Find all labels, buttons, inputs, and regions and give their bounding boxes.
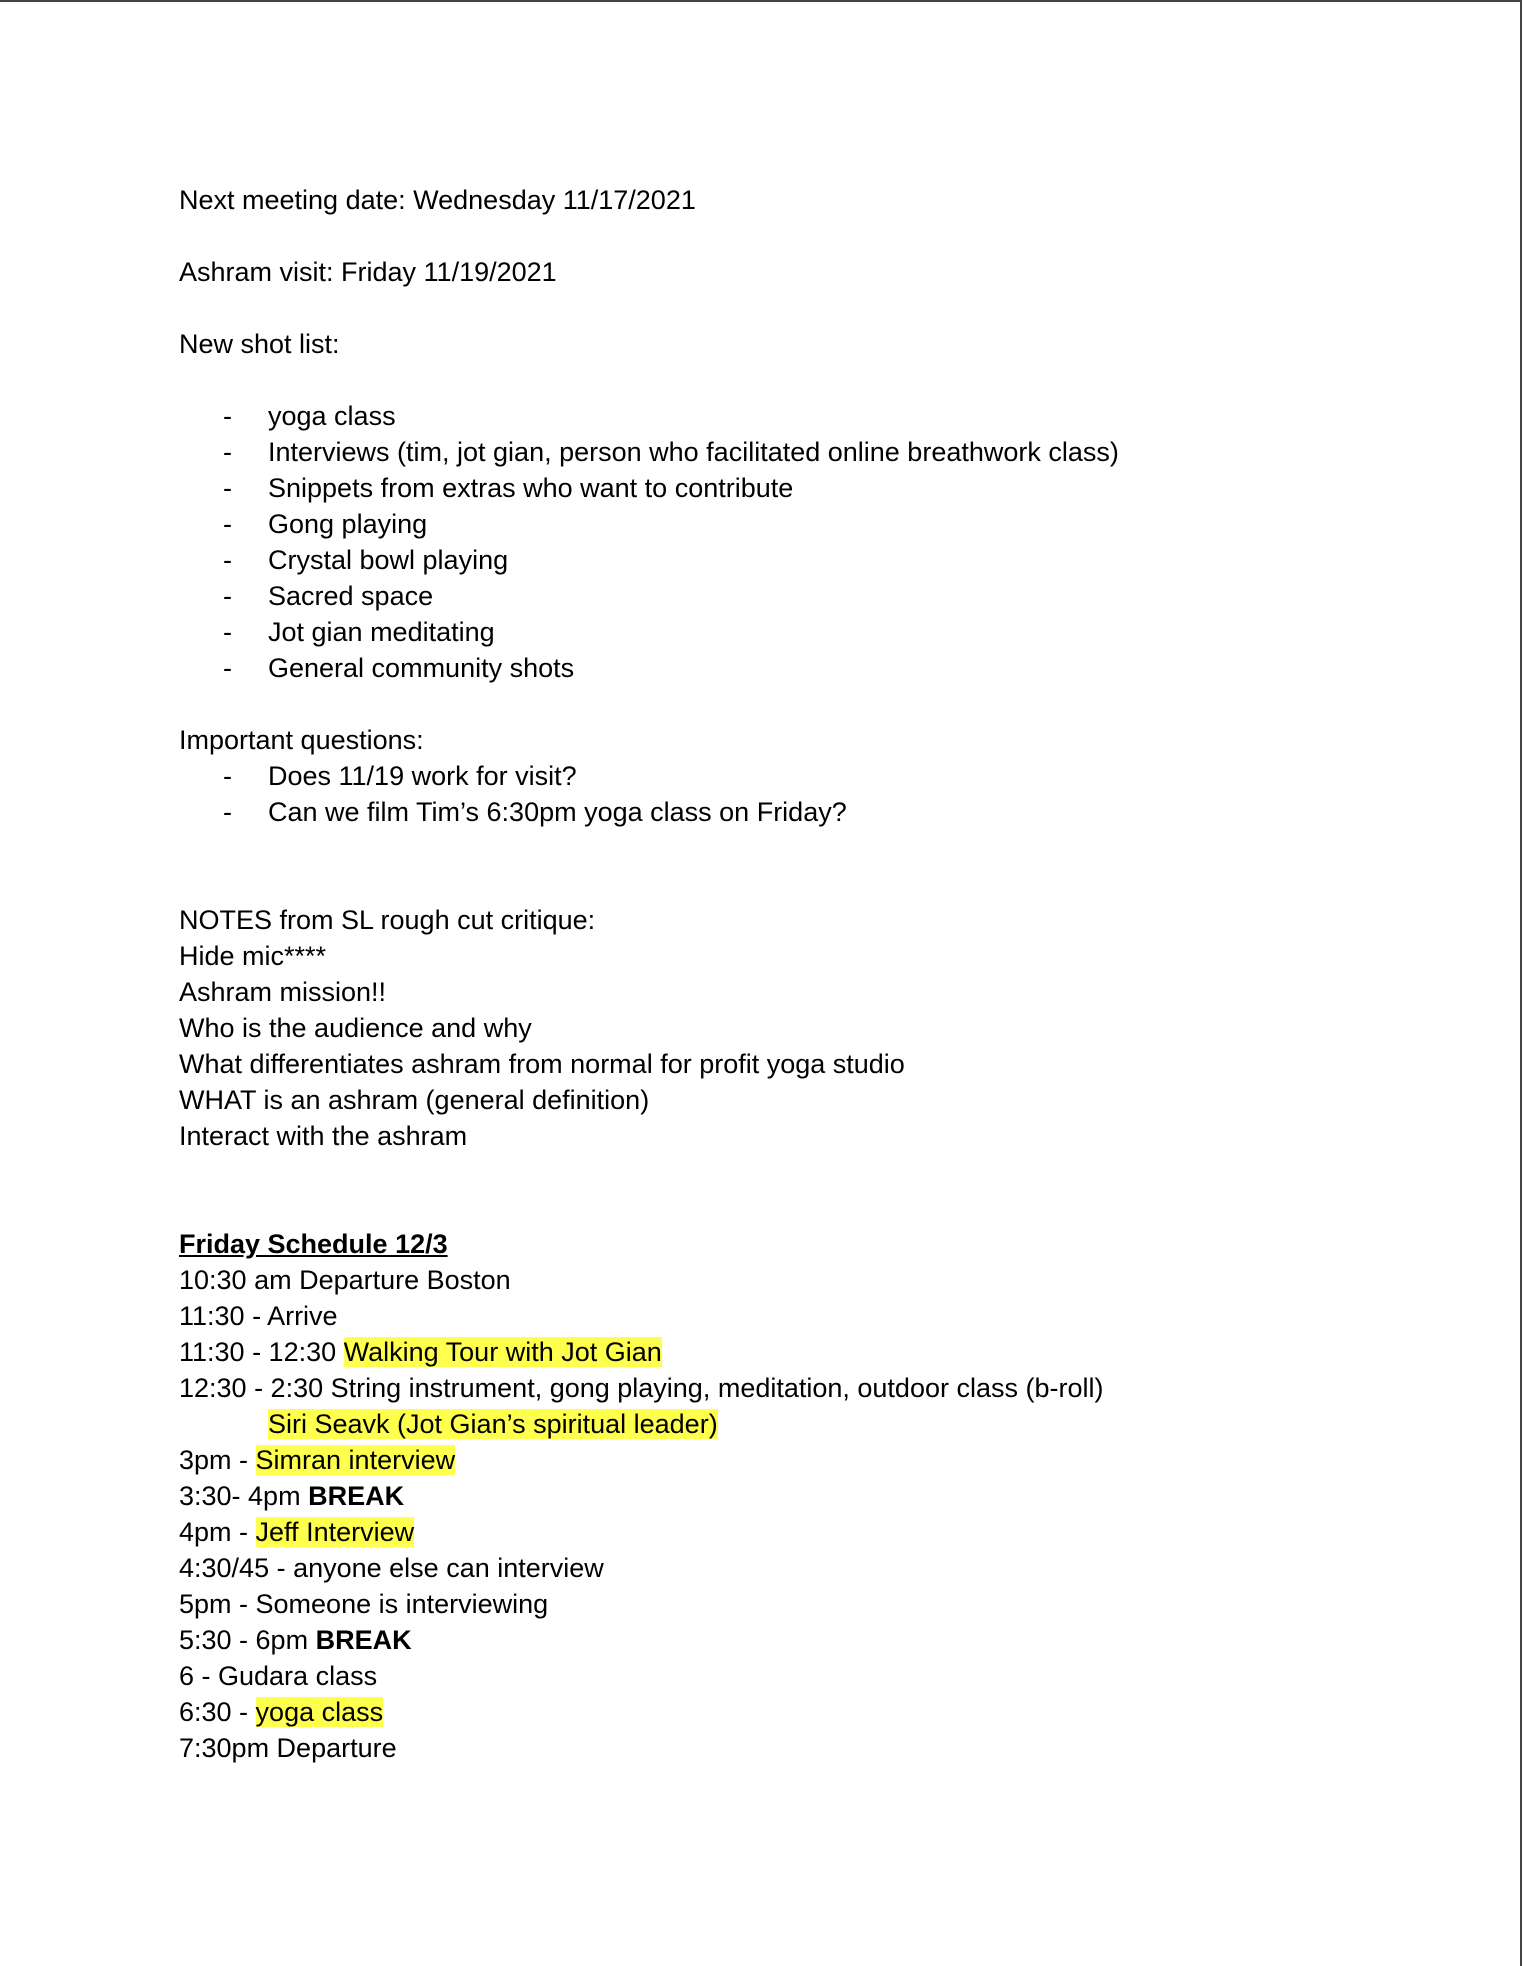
list-item-text: General community shots: [268, 653, 575, 683]
schedule-row: [179, 1550, 1429, 1586]
list-item-text: Sacred space: [268, 581, 434, 611]
schedule-row: [179, 1514, 1429, 1550]
list-item-text: Can we film Tim’s 6:30pm yoga class on Friday?: [268, 797, 847, 827]
schedule-row: [179, 1298, 1429, 1334]
schedule-highlight: Walking Tour with Jot Gian: [343, 1337, 662, 1367]
schedule-time: 3:30- 4pm: [179, 1481, 309, 1511]
schedule-row: [179, 1406, 1429, 1442]
list-dash: -: [223, 437, 232, 467]
list-dash: -: [223, 653, 232, 683]
list-dash: -: [223, 761, 232, 791]
list-dash: -: [223, 581, 232, 611]
list-item-text: Interviews (tim, jot gian, person who facilitated online breathwork class): [268, 437, 1119, 467]
schedule-time: 6 - Gudara class: [179, 1661, 378, 1691]
list-item-text: Jot gian meditating: [268, 617, 495, 647]
schedule-time: 6:30 -: [179, 1697, 256, 1727]
document-body: [179, 182, 1429, 1766]
list-dash: -: [223, 401, 232, 431]
schedule-time: 4:30/45 - anyone else can interview: [179, 1553, 604, 1583]
schedule-row: [179, 1370, 1429, 1406]
schedule-time: 4pm -: [179, 1517, 256, 1547]
list-item: [179, 434, 1429, 470]
schedule-break: BREAK: [308, 1481, 405, 1511]
schedule-row: [179, 1478, 1429, 1514]
schedule-time: 11:30 - Arrive: [179, 1301, 338, 1331]
list-dash: -: [223, 545, 232, 575]
list-item: [179, 758, 1429, 794]
questions-title: Important questions:: [179, 725, 424, 755]
note-line: Hide mic****: [179, 941, 327, 971]
next-meeting-line: Next meeting date: Wednesday 11/17/2021: [179, 185, 696, 215]
list-item: [179, 398, 1429, 434]
list-item: [179, 578, 1429, 614]
list-dash: -: [223, 797, 232, 827]
schedule-time: 7:30pm Departure: [179, 1733, 397, 1763]
shot-list: [179, 398, 1429, 686]
schedule-time: 5:30 - 6pm: [179, 1625, 316, 1655]
schedule-time: 5pm - Someone is interviewing: [179, 1589, 549, 1619]
shot-list-title: New shot list:: [179, 329, 340, 359]
schedule-row: [179, 1658, 1429, 1694]
schedule-row: [179, 1586, 1429, 1622]
list-item-text: Snippets from extras who want to contribute: [268, 473, 794, 503]
questions-list: [179, 758, 1429, 830]
list-item: [179, 506, 1429, 542]
schedule-time: 11:30 - 12:30: [179, 1337, 344, 1367]
note-line: Interact with the ashram: [179, 1121, 468, 1151]
schedule-row: [179, 1334, 1429, 1370]
schedule-break: BREAK: [315, 1625, 412, 1655]
schedule-highlight: yoga class: [255, 1697, 384, 1727]
schedule-time: 3pm -: [179, 1445, 256, 1475]
list-item: [179, 470, 1429, 506]
schedule-row: [179, 1730, 1429, 1766]
list-item-text: Gong playing: [268, 509, 428, 539]
note-line: WHAT is an ashram (general definition): [179, 1085, 650, 1115]
schedule-row: [179, 1694, 1429, 1730]
note-line: What differentiates ashram from normal for profit yoga studio: [179, 1049, 905, 1079]
notes-title: NOTES from SL rough cut critique:: [179, 905, 596, 935]
schedule-time: 12:30 - 2:30 String instrument, gong playing, meditation, outdoor class (b-roll): [179, 1373, 1104, 1403]
schedule-row: [179, 1262, 1429, 1298]
schedule-row: [179, 1622, 1429, 1658]
schedule-title: Friday Schedule 12/3: [179, 1229, 448, 1259]
list-dash: -: [223, 473, 232, 503]
list-item: [179, 794, 1429, 830]
list-item-text: Does 11/19 work for visit?: [268, 761, 577, 791]
list-dash: -: [223, 509, 232, 539]
list-item-text: yoga class: [268, 401, 396, 431]
list-item: [179, 542, 1429, 578]
list-dash: -: [223, 617, 232, 647]
ashram-visit-line: Ashram visit: Friday 11/19/2021: [179, 257, 557, 287]
note-line: Who is the audience and why: [179, 1013, 532, 1043]
schedule-highlight: Simran interview: [255, 1445, 456, 1475]
schedule-row: [179, 1442, 1429, 1478]
list-item-text: Crystal bowl playing: [268, 545, 509, 575]
schedule-highlight: Jeff Interview: [255, 1517, 415, 1547]
note-line: Ashram mission!!: [179, 977, 387, 1007]
list-item: [179, 614, 1429, 650]
list-item: [179, 650, 1429, 686]
schedule-time: 10:30 am Departure Boston: [179, 1265, 511, 1295]
schedule-highlight: Siri Seavk (Jot Gian’s spiritual leader): [268, 1409, 718, 1439]
